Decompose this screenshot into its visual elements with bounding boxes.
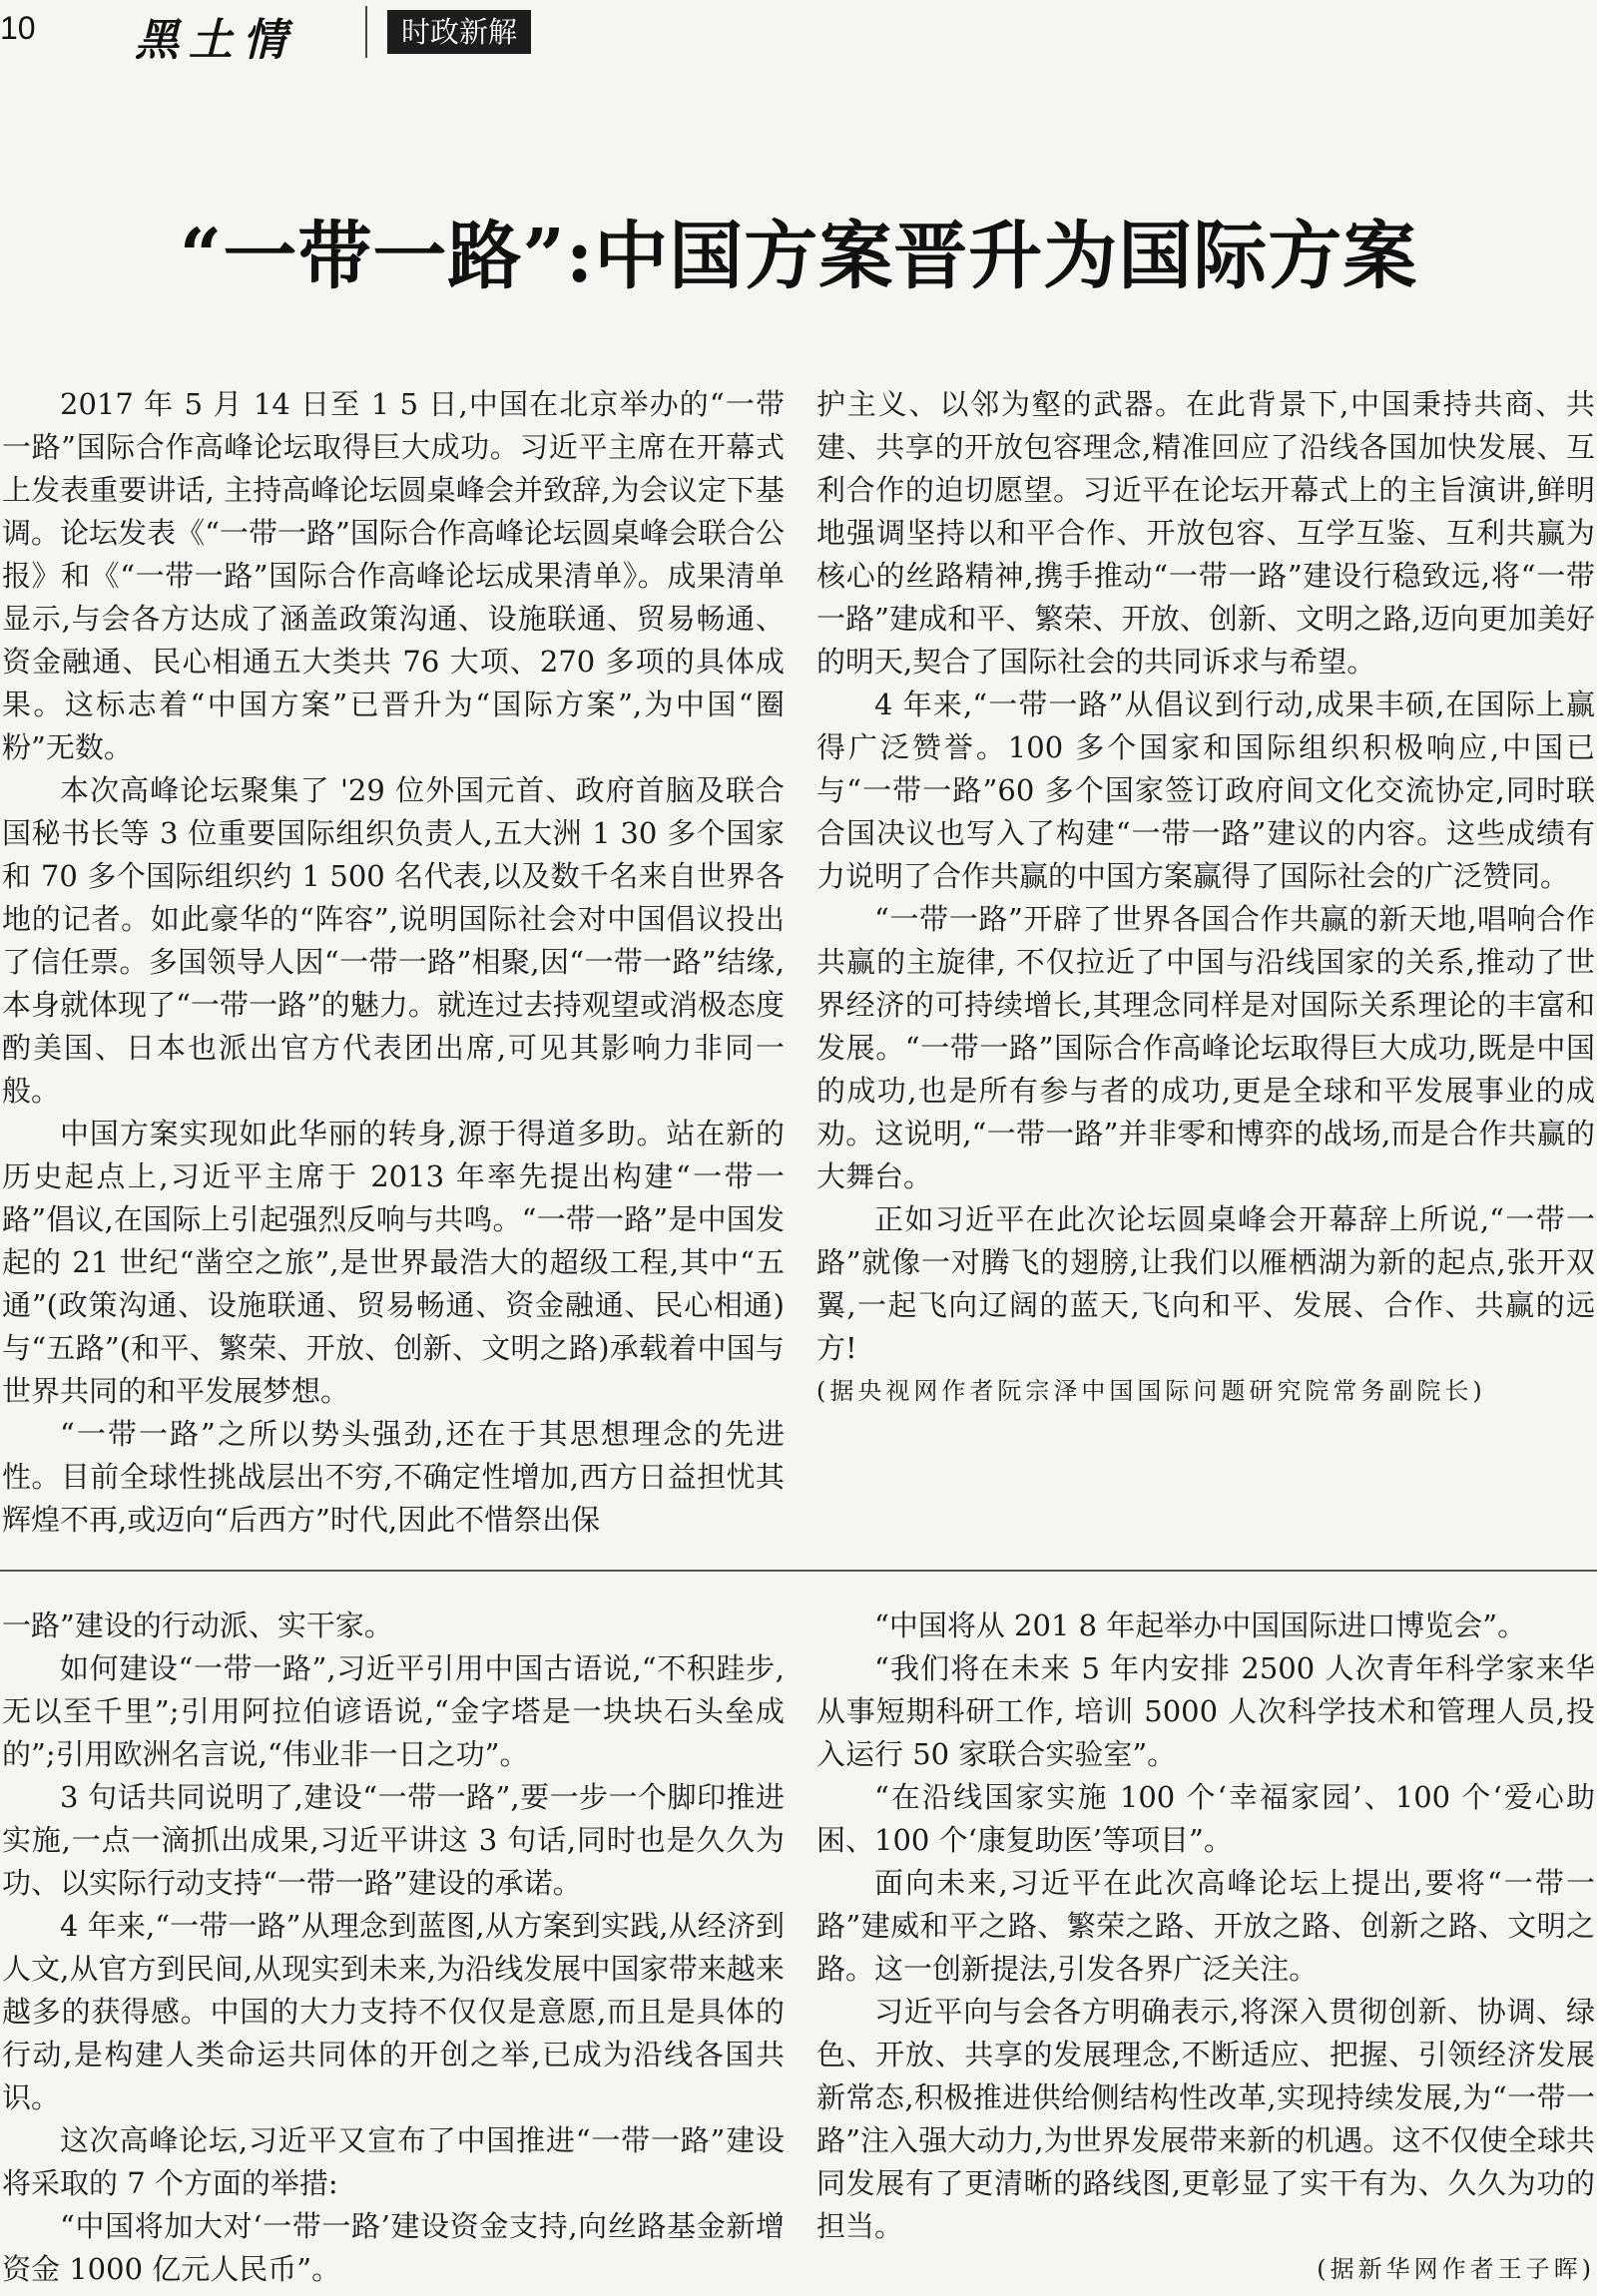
paragraph: 这次高峰论坛,习近平又宣布了中国推进“一带一路”建设将采取的 7 个方面的举措: [2, 2123, 785, 2200]
paragraph: “在沿线国家实施 100 个‘幸福家园’、100 个‘爱心助困、100 个‘康复助医’等项目”。 [816, 1780, 1595, 1857]
paragraph: 本次高峰论坛聚集了 '29 位外国元首、政府首脑及联合国秘书长等 3 位重要国际组织负责人,五大洲 1 30 多个国家和 70 多个国际组织约 1 500 名代表,以及数千名来自世界各地的记者。如此豪华的“阵容”,说明国际社会对中国倡议投出了信任票。多国领导人因“一带一路”相聚,因“一带一路”结缘,本身就体现了“一带一路”的魅力。就连过去持观望或消极态度酌美国、日本也派出官方代表团出席,可见其影响力非同一般。 [2, 773, 785, 1108]
source-credit: (据央视网作者阮宗泽中国国际问题研究院常务副院长) [816, 1377, 1486, 1405]
paragraph: 中国方案实现如此华丽的转身,源于得道多助。站在新的历史起点上,习近平主席于 2013 年率先提出构建“一带一路”倡议,在国际上引起强烈反响与共鸣。“一带一路”是中国发起的 21 世纪“凿空之旅”,是世界最浩大的超级工程,其中“五通”(政策沟通、设施联通、贸易畅通、资金融通、民心相通)与“五路”(和平、繁荣、开放、创新、文明之路)承载着中国与世界共同的和平发展梦想。 [2, 1117, 785, 1408]
article2-column-2 [816, 1605, 1595, 2291]
paragraph-continued: 护主义、以邻为壑的武器。在此背景下,中国秉持共商、共建、共享的开放包容理念,精准回应了沿线各国加快发展、互利合作的迫切愿望。习近平在论坛开幕式上的主旨演讲,鲜明地强调坚持以和平合作、开放包容、互学互鉴、互利共赢为核心的丝路精神,携手推动“一带一路”建设行稳致远,将“一带一路”建成和平、繁荣、开放、创新、文明之路,迈向更加美好的明天,契合了国际社会的共同诉求与希望。 [816, 387, 1595, 679]
article2-column-1 [2, 1605, 785, 2291]
paragraph: “中国将加大对‘一带一路’建设资金支持,向丝路基金新增资金 1000 亿元人民币”。 [2, 2209, 785, 2286]
paragraph: “我们将在未来 5 年内安排 2500 人次青年科学家来华从事短期科研工作, 培训 5000 人次科学技术和管理人员,投入运行 50 家联合实验室”。 [816, 1651, 1595, 1771]
article1-column-2 [816, 383, 1595, 1413]
article-divider [0, 1570, 1597, 1572]
page-number: 10 [0, 10, 36, 46]
page-header [0, 0, 1597, 66]
paragraph-continued: 一路”建设的行动派、实干家。 [2, 1608, 393, 1642]
section-badge: 时政新解 [387, 10, 531, 54]
paragraph: 4 年来,“一带一路”从理念到蓝图,从方案到实践,从经济到人文,从官方到民间,从现实到未来,为沿线发展中国家带来越来越多的获得感。中国的大力支持不仅仅是意愿,而且是具体的行动,是构建人类命运共同体的开创之举,已成为沿线各国共识。 [2, 1909, 785, 2114]
paragraph: 正如习近平在此次论坛圆桌峰会开幕辞上所说,“一带一路”就像一对腾飞的翅膀,让我们以雁栖湖为新的起点,张开双翼,一起飞向辽阔的蓝天,飞向和平、发展、合作、共赢的远方! [816, 1202, 1595, 1365]
publication-logo: 黑土情 [135, 15, 296, 66]
paragraph: 习近平向与会各方明确表示,将深入贯彻创新、协调、绿色、开放、共享的发展理念,不断适应、把握、引领经济发展新常态,积极推进供给侧结构性改革,实现持续发展,为“一带一路”注入强大动力,为世界发展带来新的机遇。这不仅使全球共同发展有了更清晰的路线图,更彰显了实干有为、久久为功的担当。 [816, 1995, 1595, 2243]
paragraph: 2017 年 5 月 14 日至 1 5 日,中国在北京举办的“一带一路”国际合作高峰论坛取得巨大成功。习近平主席在开幕式上发表重要讲话, 主持高峰论坛圆桌峰会并致辞,为会议定下基调。论坛发表《“一带一路”国际合作高峰论坛圆桌峰会联合公报》和《“一带一路”国际合作高峰论坛成果清单》。成果清单显示,与会各方达成了涵盖政策沟通、设施联通、贸易畅通、资金融通、民心相通五大类共 76 大项、270 多项的具体成果。这标志着“中国方案”已晋升为“国际方案”,为中国“圈粉”无数。 [2, 387, 785, 764]
paragraph: “一带一路”开辟了世界各国合作共赢的新天地,唱响合作共赢的主旋律, 不仅拉近了中国与沿线国家的关系,推动了世界经济的可持续增长,其理念同样是对国际关系理论的丰富和发展。“一带一路”国际合作高峰论坛取得巨大成功,既是中国的成功,也是所有参与者的成功,更是全球和平发展事业的成劝。这说明,“一带一路”并非零和博弈的战场,而是合作共赢的大舞台。 [816, 902, 1595, 1193]
paragraph: 面向未来,习近平在此次高峰论坛上提出,要将“一带一路”建威和平之路、繁荣之路、开放之路、创新之路、文明之路。这一创新提法,引发各界广泛关注。 [816, 1866, 1595, 1986]
paragraph: “中国将从 201 8 年起举办中国国际进口博览会”。 [874, 1608, 1527, 1642]
article1-column-1 [2, 383, 785, 1542]
paragraph: 如何建设“一带一路”,习近平引用中国古语说,“不积跬步,无以至千里”;引用阿拉伯谚语说,“金字塔是一块块石头垒成的”;引用欧洲名言说,“伟业非一日之功”。 [2, 1651, 785, 1771]
article-headline: “一带一路”:中国方案晋升为国际方案 [179, 214, 1418, 299]
source-credit: (据新华网作者王子晖) [1317, 2255, 1595, 2283]
paragraph: “一带一路”之所以势头强劲,还在于其思想理念的先进性。目前全球性挑战层出不穷,不确定性增加,西方日益担忧其辉煌不再,或迈向“后西方”时代,因此不惜祭出保 [2, 1417, 785, 1537]
header-divider [365, 6, 367, 58]
paragraph: 4 年来,“一带一路”从倡议到行动,成果丰硕,在国际上赢得广泛赞誉。100 多个国家和国际组织积极响应,中国已与“一带一路”60 多个国家签订政府间文化交流协定,同时联合国决议也写入了构建“一带一路”建议的内容。这些成绩有力说明了合作共赢的中国方案赢得了国际社会的广泛赞同。 [816, 688, 1595, 893]
paragraph: 3 句话共同说明了,建设“一带一路”,要一步一个脚印推进实施,一点一滴抓出成果,习近平讲这 3 句话,同时也是久久为功、以实际行动支持“一带一路”建设的承诺。 [2, 1780, 785, 1900]
